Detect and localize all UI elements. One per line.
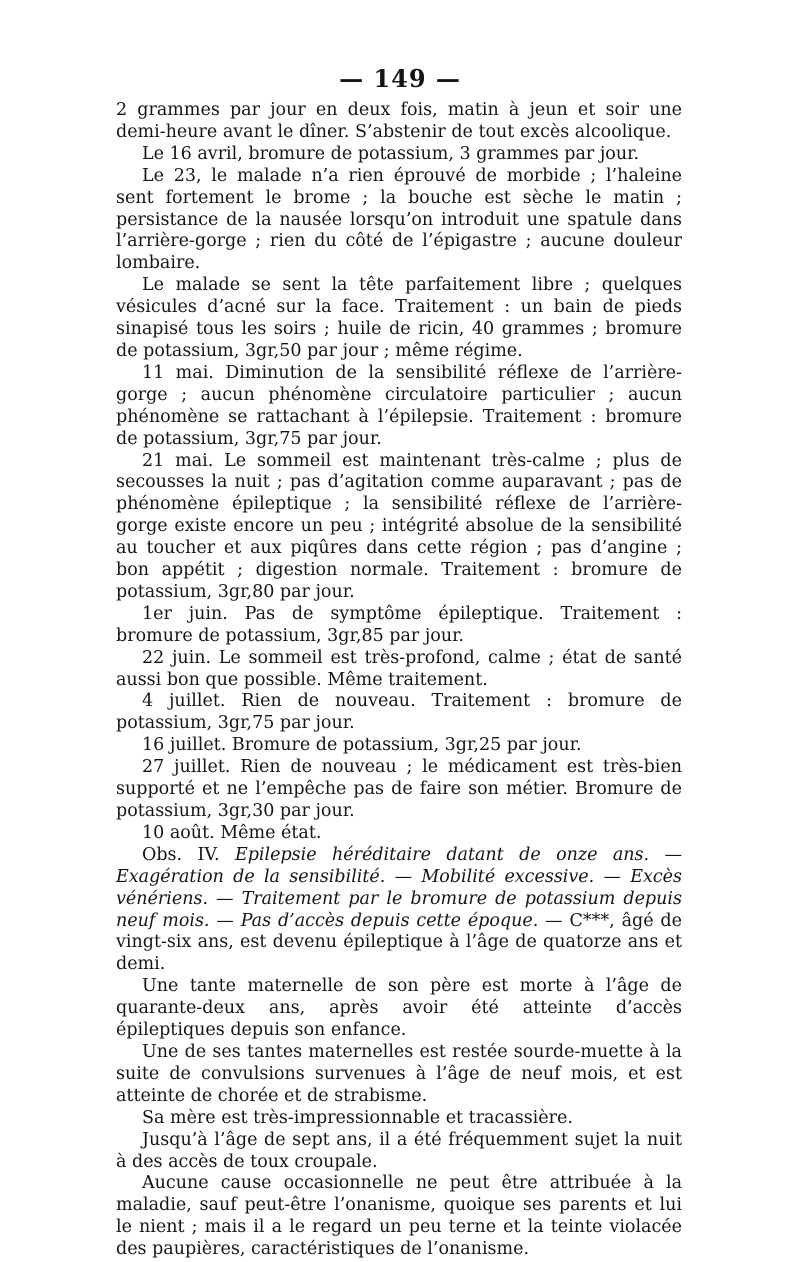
paragraph: 11 mai. Diminution de la sensibilité réflexe de l’arrière-gorge ; aucun phénomène circulatoire particulier ; aucun phénomène se rattachant à l’épilepsie. Traitement : bromure de potassium, 3gr,75 par jour.	[116, 362, 682, 449]
paragraph: 10 août. Même état.	[142, 822, 322, 843]
paragraph: 4 juillet. Rien de nouveau. Traitement : bromure de potassium, 3gr,75 par jour.	[116, 691, 682, 734]
paragraph: 16 juillet. Bromure de potassium, 3gr,25 par jour.	[142, 735, 582, 756]
paragraph: Le 16 avril, bromure de potassium, 3 grammes par jour.	[142, 143, 640, 164]
paragraph: Une tante maternelle de son père est morte à l’âge de quarante-deux ans, après avoir été atteinte d’accès épileptiques depuis son enfance.	[116, 976, 682, 1041]
paragraph: 22 juin. Le sommeil est très-profond, calme ; état de santé aussi bon que possible. Même traitement.	[116, 647, 682, 690]
paragraph: Sa mère est très-impressionnable et tracassière.	[142, 1107, 573, 1128]
observation-label: Obs. IV.	[142, 844, 220, 865]
paragraph: 21 mai. Le sommeil est maintenant très-calme ; plus de secousses la nuit ; pas d’agitation comme auparavant ; pas de phénomène épileptique ; la sensibilité réflexe de l’arrière-gorge existe encore un peu ; intégrité absolue de la sensibilité au toucher et aux piqûres dans cette région ; pas d’angine ; bon appétit ; digestion normale. Traitement : bromure de potassium, 3gr,80 par jour.	[116, 450, 682, 602]
observation-text: — C***, âgé de vingt-six ans, est devenu épileptique à l’âge de quatorze ans et demi.	[116, 910, 682, 975]
paragraph: 1er juin. Pas de symptôme épileptique. Traitement : bromure de potassium, 3gr,85 par jour.	[116, 603, 682, 646]
paragraph: 2 grammes par jour en deux fois, matin à jeun et soir une demi-heure avant le dîner. S’abstenir de tout excès alcoolique.	[116, 100, 682, 142]
paragraph: Aucune cause occasionnelle ne peut être attribuée à la maladie, sauf peut-être l’onanisme, quoique ses parents et lui le nient ; mais il a le regard un peu terne et la teinte violacée des paupières, caractéristiques de l’onanisme.	[116, 1173, 682, 1260]
paragraph: Le 23, le malade n’a rien éprouvé de morbide ; l’haleine sent fortement le brome ; la bouche est sèche le matin ; persistance de la nausée lorsqu’on introduit une spatule dans l’arrière-gorge ; rien du côté de l’épigastre ; aucune douleur lombaire.	[116, 165, 682, 274]
paragraph: 27 juillet. Rien de nouveau ; le médicament est très-bien supporté et ne l’empêche pas de faire son métier. Bromure de potassium, 3gr,30 par jour.	[116, 757, 682, 821]
paragraph: Jusqu’à l’âge de sept ans, il a été fréquemment sujet la nuit à des accès de toux croupale.	[116, 1129, 682, 1172]
paragraph: Le malade se sent la tête parfaitement libre ; quelques vésicules d’acné sur la face. Traitement : un bain de pieds sinapisé tous les soirs ; huile de ricin, 40 grammes ; bromure de potassium, 3gr,50 par jour ; même régime.	[116, 275, 682, 361]
paragraph: Une de ses tantes maternelles est restée sourde-muette à la suite de convulsions survenues à l’âge de neuf mois, et est atteinte de chorée et de strabisme.	[116, 1041, 682, 1106]
observation-title: Epilepsie héréditaire datant de onze ans. — Exagération de la sensibilité. — Mobilité excessive. — Excès vénériens. — Traitement par le bromure de potassium depuis neuf mois. — Pas d’accès depuis cette époque.	[116, 844, 682, 931]
body-text	[116, 100, 682, 1261]
observation-heading	[116, 845, 682, 976]
page-number: — 149 —	[339, 64, 461, 93]
